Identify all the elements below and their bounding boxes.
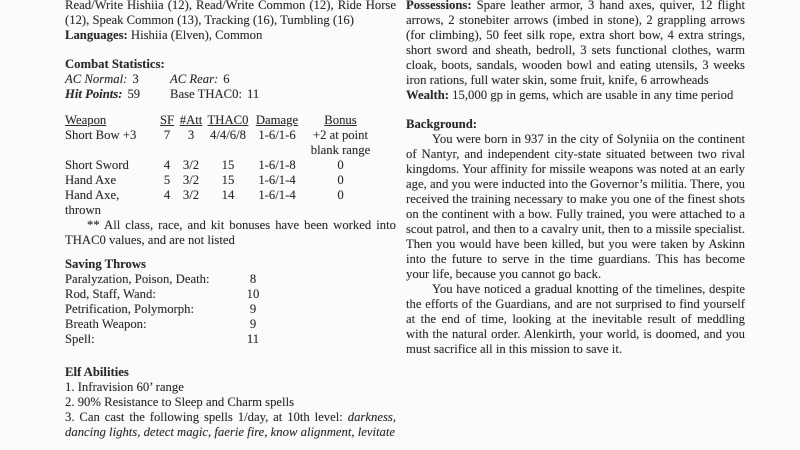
att-header: #Att: [179, 113, 203, 127]
right-column: [406, 0, 745, 357]
saving-throw-value: 10: [246, 287, 260, 301]
saving-throw-label: Paralyzation, Poison, Death:: [65, 272, 210, 286]
weapon-att: 3/2: [182, 158, 200, 172]
weapon-sf: 5: [163, 173, 171, 187]
thac0-header: THAC0: [207, 113, 249, 127]
weapon-damage: 1-6/1-8: [258, 158, 296, 172]
hit-points-value: 59: [127, 87, 141, 101]
damage-header: Damage: [255, 113, 299, 127]
weapon-name: Short Sword: [65, 158, 129, 172]
skills-paragraph: Read/Write Hishiia (12), Read/Write Common (12), Ride Horse (12), Speak Common (13), Tracking (16), Tumbling (16): [65, 0, 396, 27]
elf-abilities-heading: Elf Abilities: [65, 365, 129, 379]
ac-normal-label: AC Normal:: [65, 72, 128, 86]
weapon-thac0: 15: [221, 158, 235, 172]
weapon-bonus: +2 at point blank range: [310, 128, 371, 157]
languages-value: Hishiia (Elven), Common: [127, 28, 263, 42]
weapon-damage: 1-6/1-4: [258, 173, 296, 187]
weapon-sf: 7: [163, 128, 171, 142]
thac0-note: ** All class, race, and kit bonuses have been worked into THAC0 values, and are not listed: [65, 218, 396, 247]
hp-thac0-line: [65, 87, 396, 102]
saving-throw-label: Breath Weapon:: [65, 317, 147, 331]
elf-ability-3-lead: 3. Can cast the following spells 1/day, at 10th level:: [65, 410, 348, 424]
weapon-sf: 4: [163, 188, 171, 202]
weapon-damage: 1-6/1-4: [258, 188, 296, 202]
languages-label: Languages:: [65, 28, 128, 42]
weapon-thac0: 15: [221, 173, 235, 187]
weapon-row: [65, 188, 378, 218]
saving-throw-row: [65, 302, 396, 317]
weapon-header: Weapon: [65, 113, 107, 127]
saving-throw-value: 9: [249, 317, 257, 331]
elf-ability-3: [65, 410, 396, 440]
base-thac0-label: Base THAC0:: [170, 87, 243, 101]
weapon-name: Short Bow +3: [65, 128, 137, 142]
weapon-damage: 1-6/1-6: [258, 128, 296, 142]
base-thac0-value: 11: [247, 87, 260, 101]
elf-ability-2: 2. 90% Resistance to Sleep and Charm spells: [65, 395, 295, 409]
weapon-att: 3: [187, 128, 195, 142]
weapon-table: [65, 113, 378, 218]
left-column: [65, 0, 396, 440]
saving-throws-heading: Saving Throws: [65, 257, 146, 271]
saving-throw-label: Petrification, Polymorph:: [65, 302, 194, 316]
wealth-paragraph: [406, 88, 745, 103]
background-paragraph-1: You were born in 937 in the city of Solyniia on the continent of Nantyr, and independent city-state situated between two rival kingdoms. Your affinity for missile weapons was noted at an early age, and you were inducted into the Governor’s militia. There, you received the training necessary to make you one of the finest shots on the continent with a bow. Fully trained, you were attached to a scout patrol, and then to a cavalry unit, then to a missile specialist. Then you would have been killed, but you were taken by Askinn into the future to serve in the time guardians. This has become your life, because you cannot go back.: [406, 132, 745, 281]
weapon-att: 3/2: [182, 173, 200, 187]
weapon-name: Hand Axe: [65, 173, 117, 187]
saving-throw-value: 8: [249, 272, 257, 286]
saving-throw-row: [65, 317, 396, 332]
combat-statistics-heading: Combat Statistics:: [65, 57, 165, 71]
ac-rear-label: AC Rear:: [170, 72, 219, 86]
hit-points-label: Hit Points:: [65, 87, 123, 101]
languages-line: [65, 28, 396, 43]
weapon-bonus: 0: [337, 188, 344, 202]
possessions-paragraph: [406, 0, 745, 88]
saving-throw-value: 11: [246, 332, 260, 346]
possessions-text: Spare leather armor, 3 hand axes, quiver, 12 flight arrows, 2 stonebiter arrows (imbed in stone), 2 grappling arrows (for climbing), 50 feet silk rope, extra short bow, 4 extra strings, short sword and sheath, bedroll, 3 sets functional clothes, warm cloak, boots, sandals, wooden bowl and eating utensils, 3 weeks iron rations, full water skin, some fruit, knife, 6 arrowheads: [406, 0, 745, 87]
saving-throw-label: Spell:: [65, 332, 95, 346]
weapon-table-header: [65, 113, 378, 128]
weapon-att: 3/2: [182, 188, 200, 202]
saving-throw-row: [65, 287, 396, 302]
background-paragraph-2: You have noticed a gradual knotting of the timelines, despite the efforts of the Guardians, and are not surprised to find yourself at the end of time, looking at the inevitable result of meddling with the natural order. Alenkirth, your world, is doomed, and you must sacrifice all in this mission to save it.: [406, 282, 745, 356]
ac-rear-value: 6: [223, 72, 230, 86]
background-heading: Background:: [406, 117, 477, 131]
weapon-bonus: 0: [337, 158, 344, 172]
weapon-row: [65, 128, 378, 158]
weapon-row: [65, 158, 378, 173]
weapon-thac0: 4/4/6/8: [210, 128, 246, 142]
saving-throw-value: 9: [249, 302, 257, 316]
saving-throw-row: [65, 332, 396, 347]
weapon-row: [65, 173, 378, 188]
elf-ability-1: 1. Infravision 60’ range: [65, 380, 184, 394]
weapon-bonus: 0: [337, 173, 344, 187]
weapon-sf: 4: [163, 158, 171, 172]
spell-list: darkness, dancing lights, detect magic, faerie fire, know alignment, levitate: [65, 410, 396, 439]
saving-throw-row: [65, 272, 396, 287]
bonus-header: Bonus: [324, 113, 357, 127]
ac-line: [65, 72, 396, 87]
saving-throw-label: Rod, Staff, Wand:: [65, 287, 156, 301]
sf-header: SF: [159, 113, 175, 127]
weapon-name: Hand Axe, thrown: [65, 188, 120, 217]
wealth-text: 15,000 gp in gems, which are usable in any time period: [449, 88, 734, 102]
possessions-label: Possessions:: [406, 0, 472, 12]
ac-normal-value: 3: [132, 72, 139, 86]
wealth-label: Wealth:: [406, 88, 449, 102]
weapon-thac0: 14: [221, 188, 235, 202]
